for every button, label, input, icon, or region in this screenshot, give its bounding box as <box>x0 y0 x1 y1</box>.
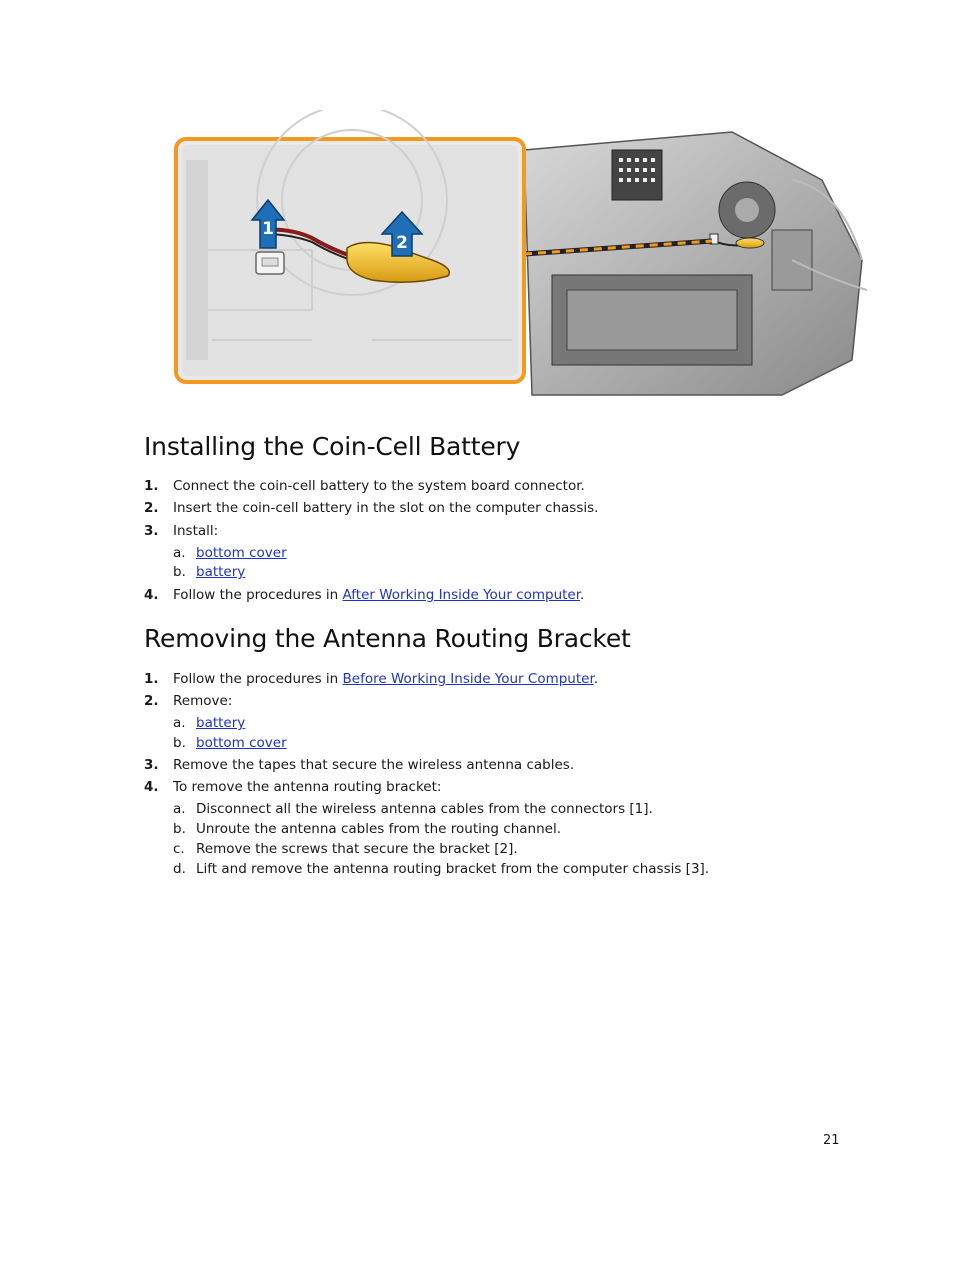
install-step-2: 2. Insert the coin-cell battery in the slot on the computer chassis. <box>144 500 599 516</box>
link-battery[interactable]: battery <box>196 564 246 580</box>
coin-cell-battery-figure <box>172 110 868 402</box>
remove-step-4d: d. Lift and remove the antenna routing bracket from the computer chassis [3]. <box>173 861 710 877</box>
install-step-4: 4. Follow the procedures in After Working Inside Your computer. <box>144 587 585 603</box>
section-title-remove: Removing the Antenna Routing Bracket <box>144 624 631 653</box>
link-bottom-cover-2[interactable]: bottom cover <box>196 735 287 751</box>
remove-step-2a: a. battery <box>173 715 246 731</box>
page-number: 21 <box>823 1133 840 1148</box>
remove-step-3: 3. Remove the tapes that secure the wireless antenna cables. <box>144 757 575 773</box>
remove-step-4b: b. Unroute the antenna cables from the routing channel. <box>173 821 561 837</box>
remove-step-4c: c. Remove the screws that secure the bracket [2]. <box>173 841 518 857</box>
svg-text:2: 2 <box>396 233 408 253</box>
svg-text:1: 1 <box>262 219 274 239</box>
install-step-1: 1. Connect the coin-cell battery to the system board connector. <box>144 478 585 494</box>
link-after-working-inside[interactable]: After Working Inside Your computer <box>342 587 581 603</box>
link-bottom-cover[interactable]: bottom cover <box>196 545 287 561</box>
remove-step-2b: b. bottom cover <box>173 735 287 751</box>
remove-step-2: 2. Remove: <box>144 693 233 709</box>
link-battery-2[interactable]: battery <box>196 715 246 731</box>
remove-step-1: 1. Follow the procedures in Before Working Inside Your Computer. <box>144 671 599 687</box>
link-before-working-inside[interactable]: Before Working Inside Your Computer <box>342 671 594 687</box>
install-step-3a: a. bottom cover <box>173 545 287 561</box>
install-step-3: 3. Install: <box>144 523 219 539</box>
remove-step-4a: a. Disconnect all the wireless antenna cables from the connectors [1]. <box>173 801 653 817</box>
remove-step-4: 4. To remove the antenna routing bracket: <box>144 779 442 795</box>
install-step-3b: b. battery <box>173 564 246 580</box>
chassis-overview <box>524 132 867 395</box>
section-title-install: Installing the Coin-Cell Battery <box>144 432 521 461</box>
